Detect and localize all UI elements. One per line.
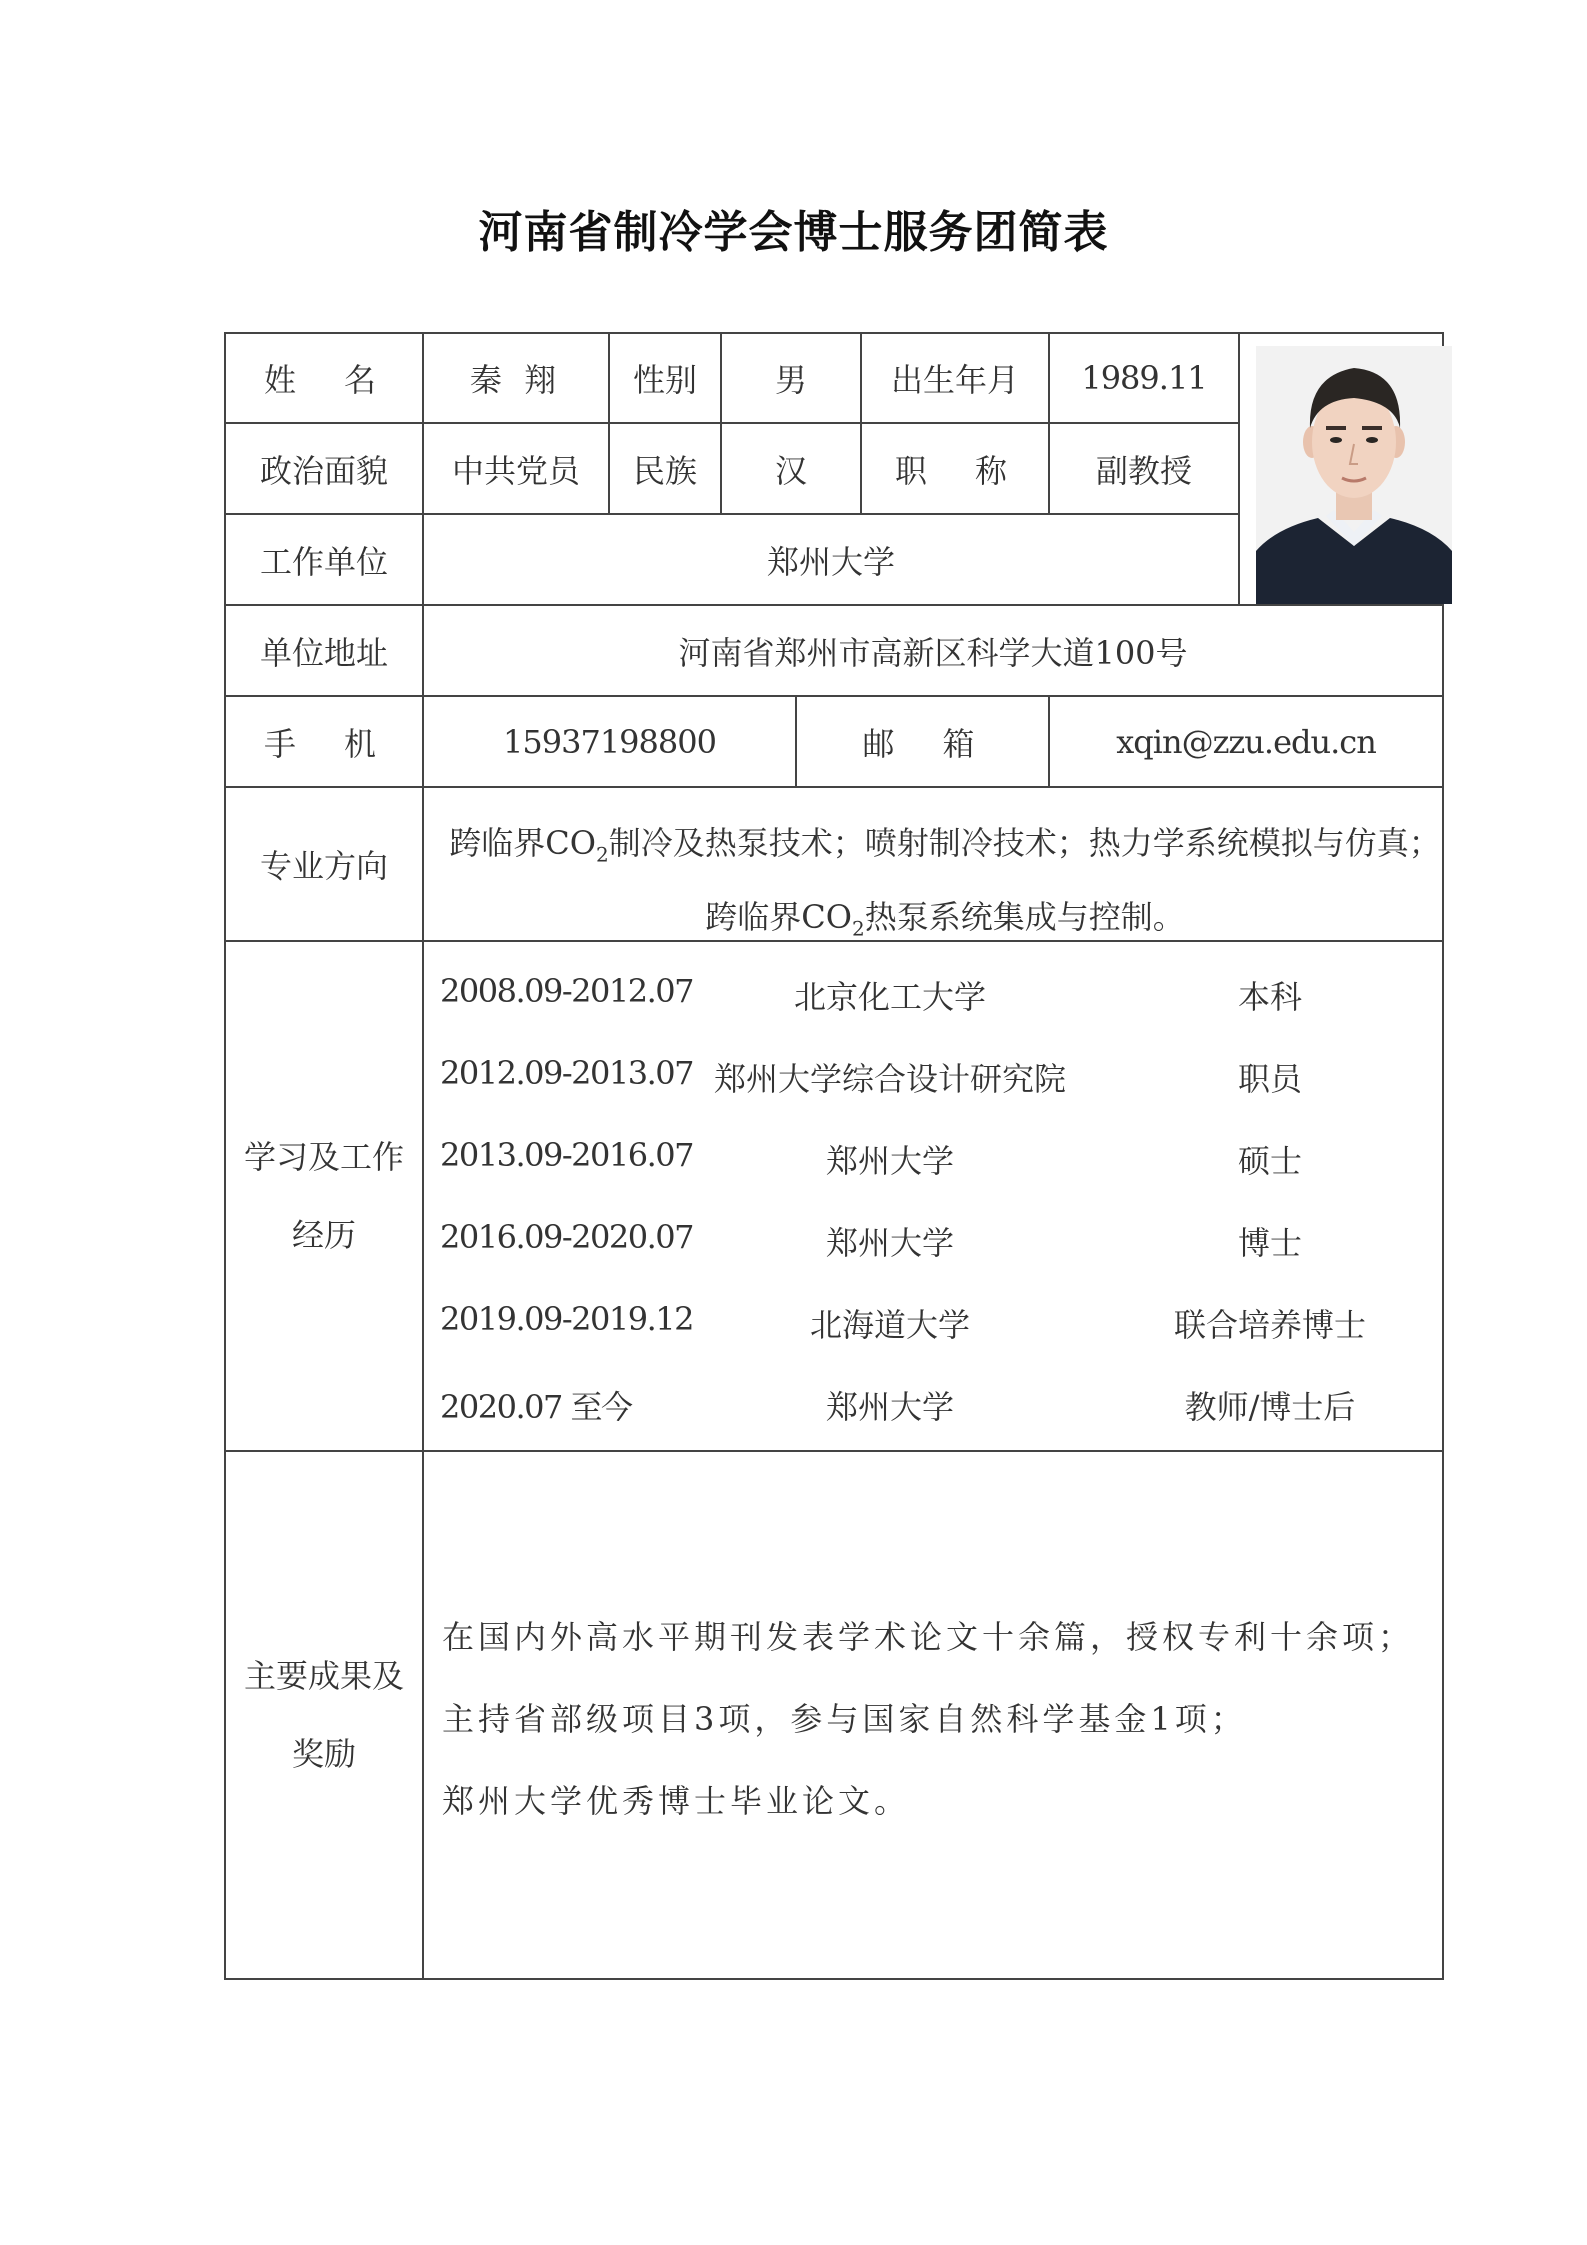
achievement-line-1: 在国内外高水平期刊发表学术论文十余篇，授权专利十余项； (442, 1618, 1415, 1656)
history-date-6: 2020.07 至今 (440, 1388, 632, 1426)
address-label: 单位地址 (259, 633, 388, 672)
achievements-label: 主要成果及 奖励 (243, 1657, 404, 1773)
ethnicity-label: 民族 (632, 451, 697, 490)
history-org-1: 北京化工大学 (793, 978, 986, 1016)
email-label: 邮 箱 (862, 724, 983, 763)
history-date-2: 2012.09-2013.07 (440, 1054, 693, 1092)
specialty-line-2: 跨临界$CO_2$热泵系统集成与控制。 (705, 898, 1185, 941)
history-role-2: 职员 (1237, 1060, 1302, 1098)
history-date-1: 2008.09-2012.07 (440, 972, 693, 1010)
document-title: 河南省制冷学会博士服务团简表 (478, 207, 1109, 258)
specialty-label: 专业方向 (259, 847, 388, 885)
job-title-value: 副教授 (1095, 451, 1192, 490)
history-date-3: 2013.09-2016.07 (440, 1136, 693, 1174)
ethnicity-value: 汉 (774, 451, 807, 490)
politics-label: 政治面貌 (259, 451, 388, 490)
history-label: 学习及工作 经历 (243, 1138, 404, 1254)
name-label: 姓 名 (263, 361, 384, 399)
history-org-4: 郑州大学 (825, 1224, 954, 1262)
history-org-2: 郑州大学综合设计研究院 (713, 1060, 1066, 1098)
gender-value: 男 (774, 361, 807, 399)
birth-label: 出生年月 (890, 361, 1019, 399)
history-role-4: 博士 (1237, 1224, 1302, 1262)
profile-photo (1256, 346, 1452, 604)
history-date-5: 2019.09-2019.12 (440, 1300, 693, 1338)
birth-value: 1989.11 (1081, 359, 1207, 397)
history-org-3: 郑州大学 (825, 1142, 954, 1180)
history-role-6: 教师/博士后 (1184, 1388, 1356, 1426)
employer-label: 工作单位 (259, 542, 388, 581)
history-org-6: 郑州大学 (825, 1388, 954, 1426)
history-role-3: 硕士 (1237, 1142, 1302, 1180)
gender-label: 性别 (632, 361, 697, 399)
history-role-1: 本科 (1237, 978, 1302, 1016)
employer-value: 郑州大学 (766, 542, 895, 581)
history-role-5: 联合培养博士 (1173, 1306, 1366, 1344)
address-value: 河南省郑州市高新区科学大道100号 (678, 633, 1188, 672)
email-value: xqin@zzu.edu.cn (1116, 722, 1376, 761)
history-date-4: 2016.09-2020.07 (440, 1218, 693, 1256)
job-title-label: 职 称 (894, 451, 1015, 490)
name-value: 秦 翔 (469, 361, 563, 399)
achievement-line-2: 主持省部级项目3项，参与国家自然科学基金1项； (442, 1700, 1247, 1738)
phone-value: 15937198800 (503, 722, 716, 761)
achievement-line-3: 郑州大学优秀博士毕业论文。 (442, 1782, 911, 1820)
specialty-line-1: 跨临界$CO_2$制冷及热泵技术；喷射制冷技术；热力学系统模拟与仿真； (449, 824, 1441, 867)
phone-label: 手 机 (263, 724, 384, 763)
history-org-5: 北海道大学 (809, 1306, 970, 1344)
politics-value: 中共党员 (451, 451, 580, 490)
